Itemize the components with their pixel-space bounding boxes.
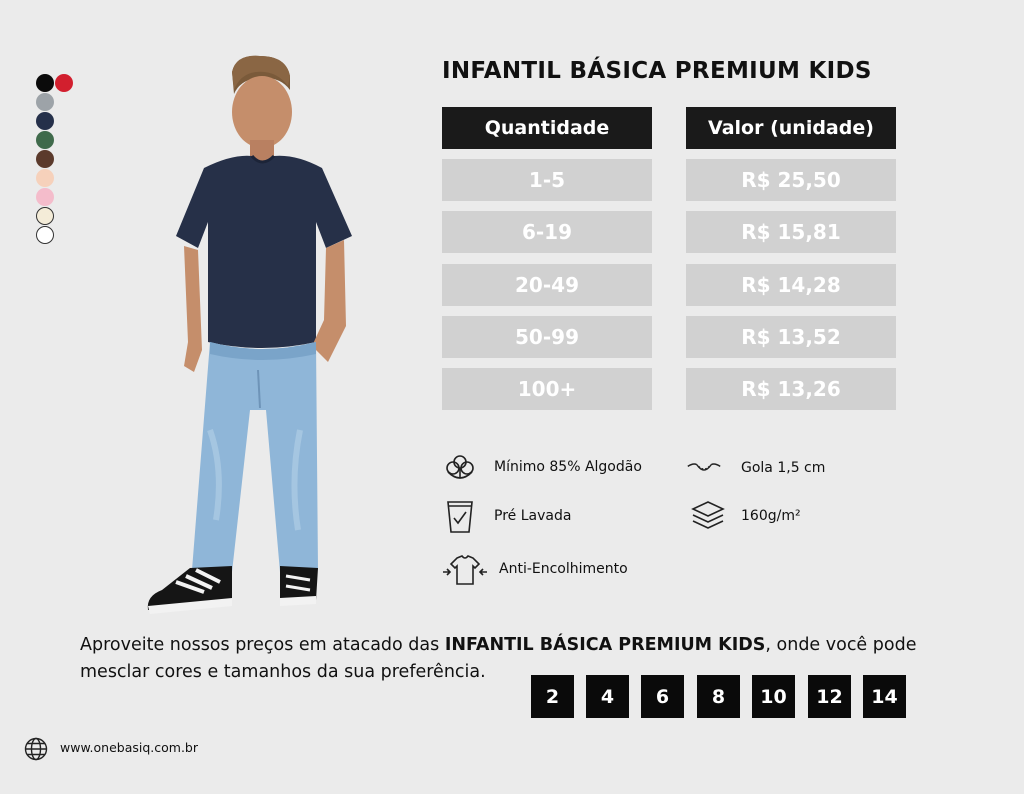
table-cell-quantity: 6-19 [442,211,652,253]
globe-icon [24,737,48,761]
feature-label-weight: 160g/m² [741,508,801,524]
size-option[interactable]: 12 [808,675,851,718]
swatch-pink[interactable] [36,188,54,206]
swatch-peach[interactable] [36,169,54,187]
feature-label-prewashed: Pré Lavada [494,508,572,524]
table-cell-quantity: 20-49 [442,264,652,306]
shirt-shrink-icon [442,552,488,588]
swatch-cream[interactable] [36,207,54,225]
description-text: Aproveite nossos preços em atacado das [80,635,445,655]
table-cell-price: R$ 25,50 [686,159,896,201]
model-photo [140,50,370,625]
swatch-black[interactable] [36,74,54,92]
swatch-gray[interactable] [36,93,54,111]
size-option[interactable]: 14 [863,675,906,718]
table-header-quantity: Quantidade [442,107,652,149]
size-option[interactable]: 2 [531,675,574,718]
size-option[interactable]: 10 [752,675,795,718]
website-link[interactable]: www.onebasiq.com.br [60,740,198,755]
cotton-icon [442,450,478,486]
table-cell-quantity: 50-99 [442,316,652,358]
table-cell-quantity: 1-5 [442,159,652,201]
size-option[interactable]: 4 [586,675,629,718]
feature-label-cotton: Mínimo 85% Algodão [494,459,642,475]
swatch-navy[interactable] [36,112,54,130]
table-cell-price: R$ 13,52 [686,316,896,358]
description-product-name: INFANTIL BÁSICA PREMIUM KIDS [444,635,766,655]
layers-icon [690,497,726,533]
swatch-white[interactable] [36,226,54,244]
product-title: INFANTIL BÁSICA PREMIUM KIDS [442,58,872,84]
description-text: , onde você pode mesclar cores e tamanhos da sua preferência. [80,635,917,682]
table-header-price: Valor (unidade) [686,107,896,149]
feature-label-anti-shrink: Anti-Encolhimento [499,561,628,577]
size-option[interactable]: 6 [641,675,684,718]
size-option[interactable]: 8 [697,675,740,718]
table-cell-price: R$ 14,28 [686,264,896,306]
feature-label-collar: Gola 1,5 cm [741,460,826,476]
swatch-red[interactable] [55,74,73,92]
table-cell-price: R$ 15,81 [686,211,896,253]
washing-icon [442,498,478,534]
swatch-brown[interactable] [36,150,54,168]
table-cell-quantity: 100+ [442,368,652,410]
table-cell-price: R$ 13,26 [686,368,896,410]
swatch-green[interactable] [36,131,54,149]
collar-icon [686,452,722,488]
